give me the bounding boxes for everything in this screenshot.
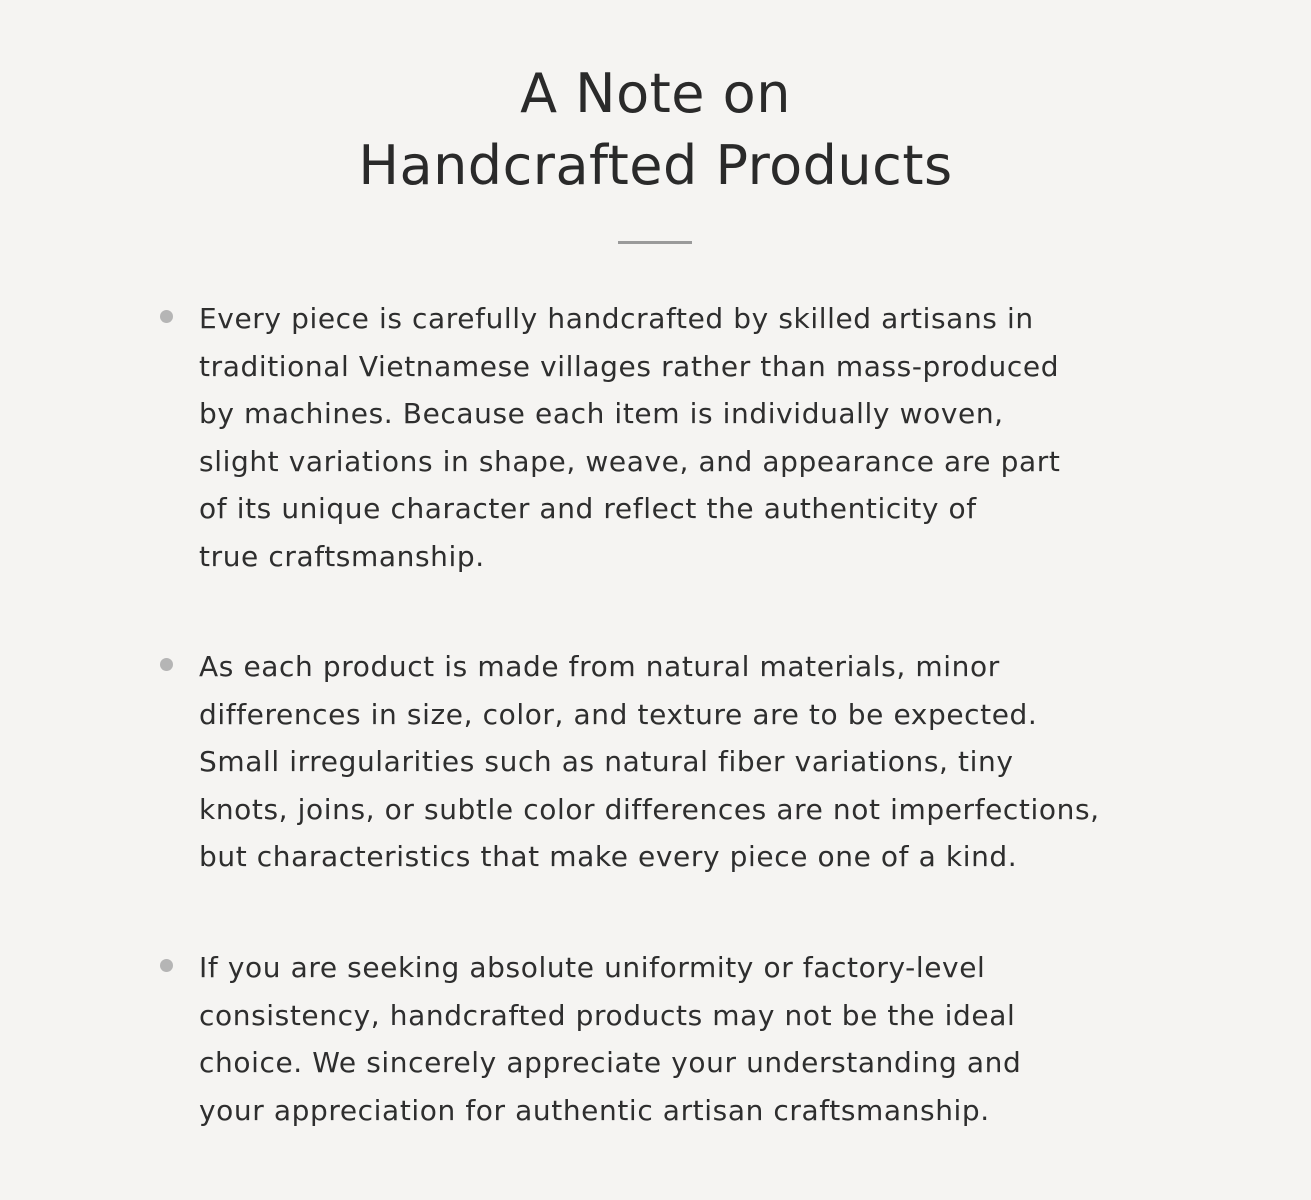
page-title-line-1: A Note on [520,62,791,125]
bullet-icon [160,959,173,972]
note-line: knots, joins, or subtle color differences are not imperfections, [199,792,1100,826]
note-line: differences in size, color, and texture are to be expected. [199,697,1038,731]
note-line: by machines. Because each item is individually woven, [199,397,1004,430]
note-line: consistency, handcrafted products may not be the ideal [199,998,1016,1032]
bullet-icon [160,310,173,323]
note-line: If you are seeking absolute uniformity or factory-level [199,951,986,984]
note-line: slight variations in shape, weave, and appearance are part [199,444,1061,478]
note-line: of its unique character and reflect the authenticity of [199,492,977,525]
note-line: your appreciation for authentic artisan craftsmanship. [199,1093,990,1127]
bullet-icon [160,658,173,671]
note-line: traditional Vietnamese villages rather than mass-produced [199,349,1060,383]
note-text [199,295,1119,580]
note-line: but characteristics that make every piece one of a kind. [199,840,1018,873]
note-line: Small irregularities such as natural fiber variations, tiny [199,745,1014,778]
note-line: As each product is made from natural materials, minor [199,650,1000,683]
note-line: Every piece is carefully handcrafted by skilled artisans in [199,302,1034,335]
note-text [199,643,1119,881]
note-line: true craftsmanship. [199,539,485,573]
note-line: choice. We sincerely appreciate your understanding and [199,1046,1022,1079]
page-title-line-2: Handcrafted Products [358,134,953,197]
note-text [199,944,1119,1134]
